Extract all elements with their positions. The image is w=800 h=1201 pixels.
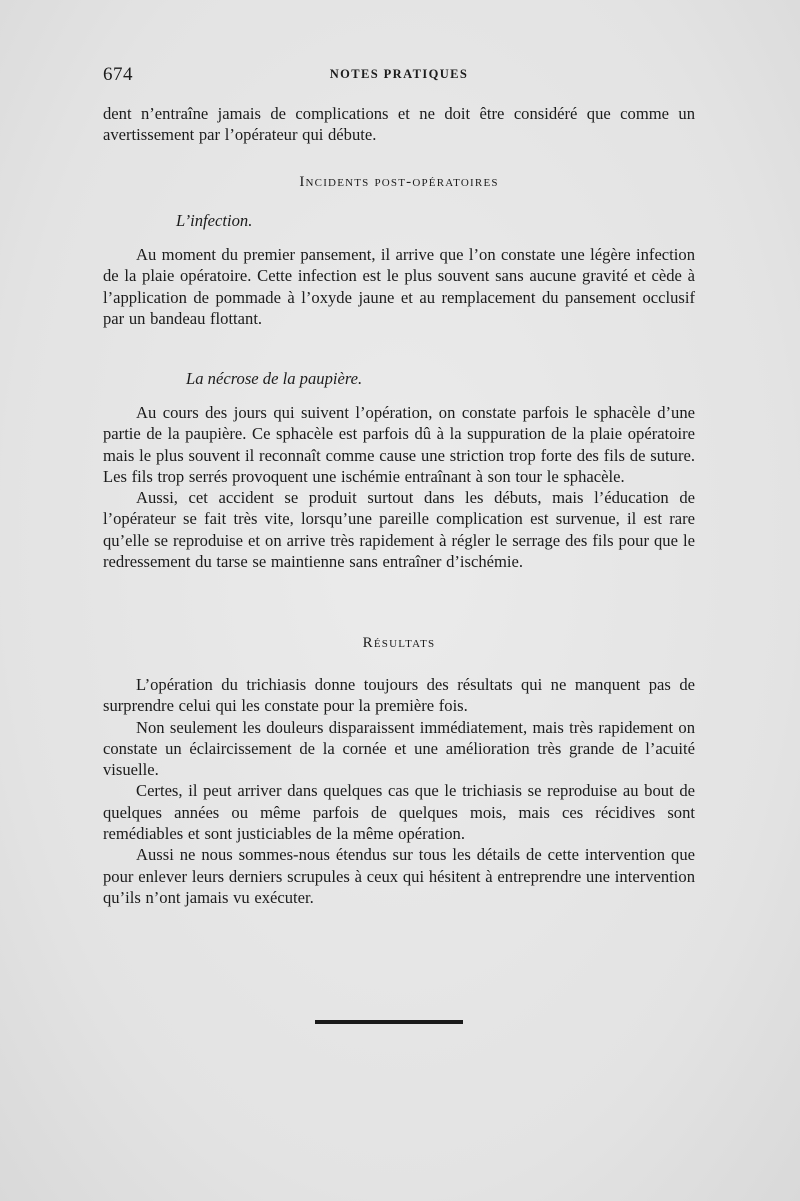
- paragraph-resultats-2: Non seulement les douleurs disparaissent immédiatement, mais très rapidement on constate un éclaircissement de la cornée et une amélioration très grande de l’acuité visuelle.: [103, 717, 695, 780]
- paragraph-infection: Au moment du premier pansement, il arrive que l’on constate une légère infection de la plaie opératoire. Cette infection est le plus souvent sans aucune gravité et cède à l’application de pommade à l’oxyde jaune et au remplacement du pansement occlusif par un bandeau flottant.: [103, 245, 695, 328]
- subheading-necrose: La nécrose de la paupière.: [186, 369, 363, 388]
- end-rule: [315, 1020, 463, 1024]
- paragraph-necrose-1: Au cours des jours qui suivent l’opération, on constate parfois le sphacèle d’une partie de la paupière. Ce sphacèle est parfois dû à la suppuration de la plaie opératoire mais le plus souvent il reconnaît comme cause une striction trop forte des fils de suture. Les fils trop serrés provoquent une ischémie entraînant à son tour le sphacèle.: [103, 403, 695, 486]
- resultats-block: [103, 674, 695, 908]
- paragraph-necrose-2: Aussi, cet accident se produit surtout dans les débuts, mais l’éducation de l’opérateur se fait très vite, lorsqu’une pareille complication est survenue, il est rare qu’elle se reproduise et on arrive très rapidement à régler le serrage des fils pour que le redressement du tarse se maintienne sans entraîner d’ischémie.: [103, 488, 695, 572]
- subheading-infection: L’infection.: [176, 211, 253, 230]
- necrose-block: [103, 402, 695, 572]
- paragraph-resultats-1: L’opération du trichiasis donne toujours des résultats qui ne manquent pas de surprendre celui qui les constate pour la première fois.: [103, 675, 695, 716]
- section-heading-resultats: Résultats: [362, 635, 436, 651]
- paragraph-resultats-3: Certes, il peut arriver dans quelques cas que le trichiasis se reproduise au bout de quelques années ou même parfois de quelques mois, mais ces récidives sont remédiables et sont justiciables de la même opération.: [103, 781, 695, 844]
- paragraph-resultats-4: Aussi ne nous sommes-nous étendus sur tous les détails de cette intervention que pour enlever leurs derniers scrupules à ceux qui hésitent à entreprendre une intervention qu’ils n’ont jamais vu exécuter.: [103, 845, 695, 907]
- intro-paragraph: dent n’entraîne jamais de complications et ne doit être considéré que comme un avertissement par l’opérateur qui débute.: [103, 104, 695, 145]
- running-title: NOTES PRATIQUES: [329, 67, 469, 81]
- page-number: 674: [103, 64, 133, 85]
- section-heading-incidents: Incidents post-opératoires: [299, 174, 499, 190]
- running-head: [103, 64, 695, 86]
- infection-block: [103, 244, 695, 329]
- intro-block: [103, 103, 695, 146]
